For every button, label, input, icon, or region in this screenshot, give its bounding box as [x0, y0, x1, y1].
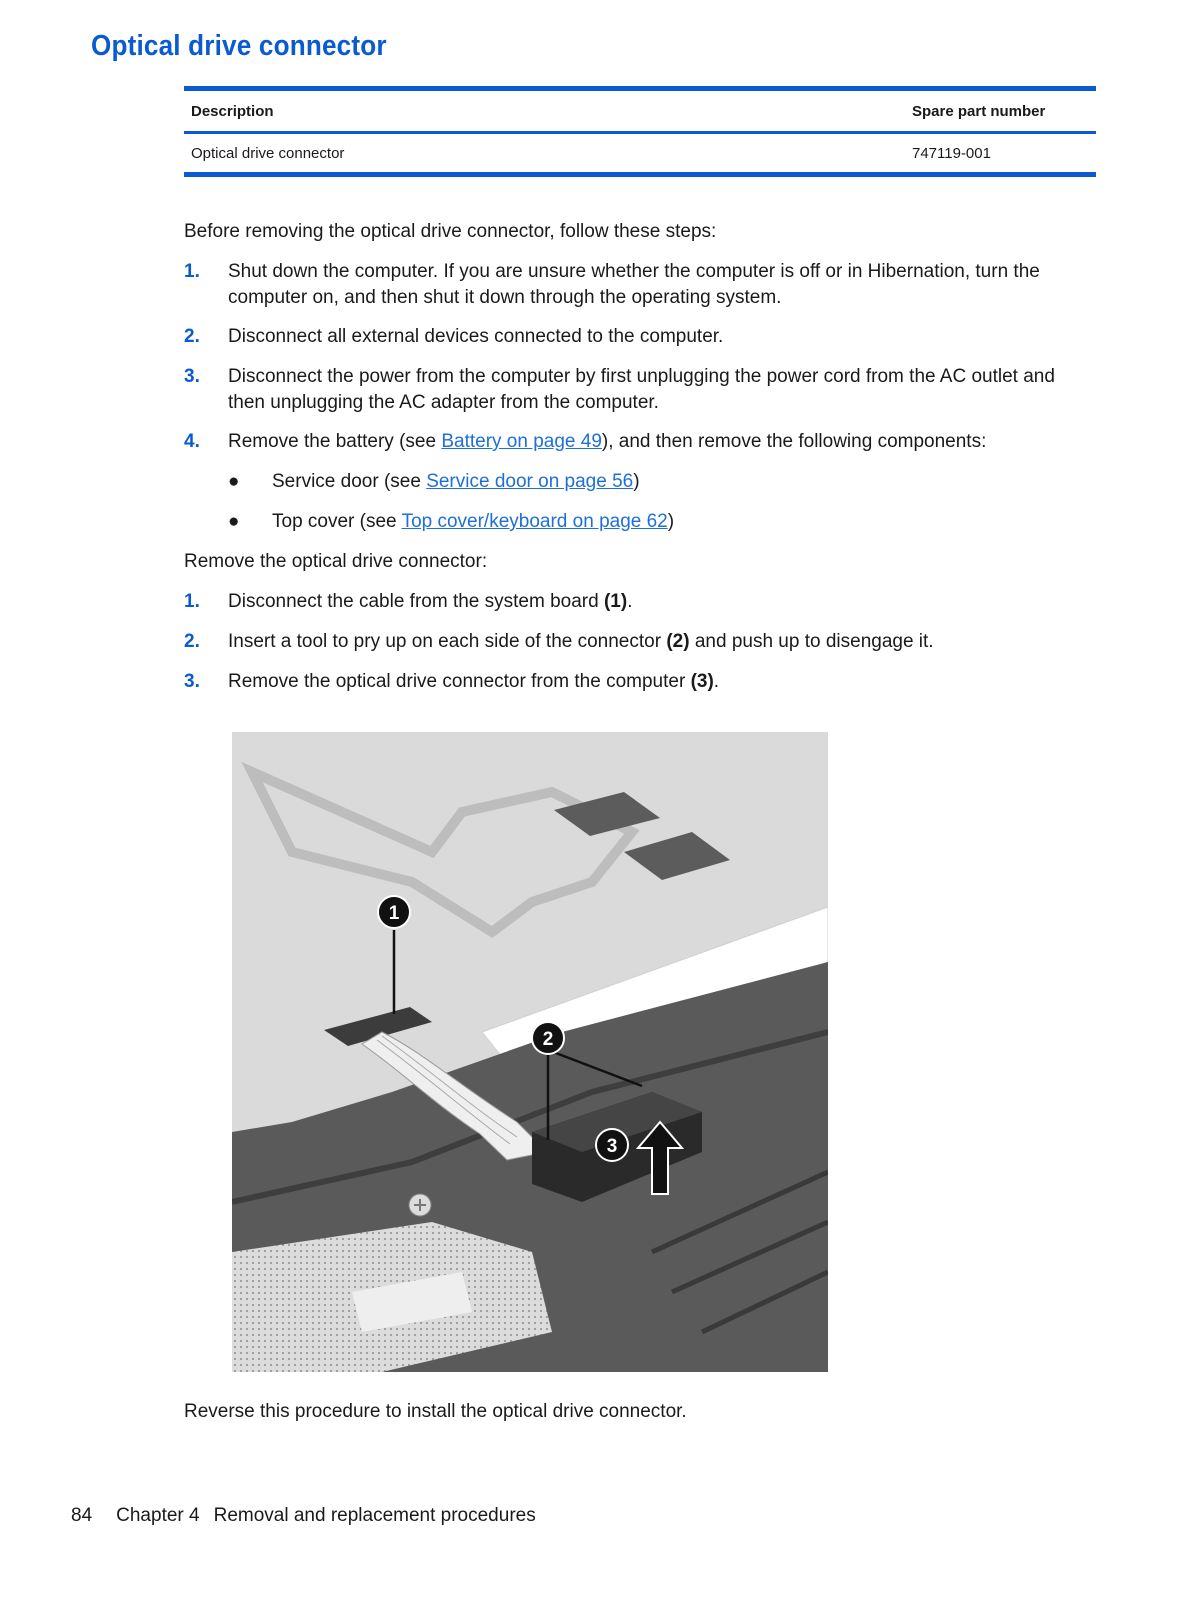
bullet-text-pre: Top cover (see: [272, 511, 402, 532]
step-text: Disconnect the power from the computer by first unplugging the power cord from the AC outlet and then unplugging the AC adapter from the computer.: [228, 366, 1055, 413]
callout-3: [596, 1129, 628, 1161]
bullet-text: [272, 509, 674, 535]
callout-label: 2: [542, 1029, 554, 1050]
step-text-post: .: [627, 591, 633, 612]
step-text-post: ), and then remove the following components:: [601, 431, 987, 452]
callout-label: 1: [388, 903, 400, 924]
step-text: [228, 669, 1064, 695]
step-text: [228, 629, 1064, 655]
cell-part-number: 747119-001: [912, 144, 991, 162]
step-number: 3.: [184, 366, 200, 387]
page-footer: [71, 1505, 536, 1527]
bullet-text-post: ): [667, 511, 675, 532]
header-description: Description: [191, 102, 274, 120]
step-text: Disconnect all external devices connected to the computer.: [228, 326, 724, 347]
bullet-text-pre: Service door (see: [272, 471, 427, 492]
page-number: 84: [71, 1505, 93, 1526]
callout-ref: (2): [666, 631, 690, 652]
spare-parts-table: [184, 86, 1096, 177]
link-battery[interactable]: Battery on page 49: [441, 431, 602, 452]
callout-ref: (3): [690, 671, 714, 692]
link-service-door[interactable]: Service door on page 56: [426, 471, 634, 492]
table-row: [184, 133, 1096, 175]
optical-drive-connector-illustration: [232, 732, 828, 1372]
reverse-procedure-text: Reverse this procedure to install the optical drive connector.: [184, 1401, 687, 1422]
header-spare-part-number: Spare part number: [912, 102, 1046, 120]
step-text-post: and push up to disengage it.: [689, 631, 934, 652]
chapter-title: Removal and replacement procedures: [213, 1505, 536, 1526]
callout-2: [532, 1022, 564, 1054]
callout-label: 3: [606, 1136, 618, 1157]
step-number: 4.: [184, 431, 200, 452]
bullet-dot: ●: [228, 471, 240, 492]
table-header-row: [184, 89, 1096, 133]
step-text-pre: Remove the optical drive connector from the computer: [228, 671, 691, 692]
callout-1: [378, 896, 410, 928]
page-title: Optical drive connector: [91, 30, 387, 62]
step-number: 1.: [184, 261, 200, 282]
remove-intro: Remove the optical drive connector:: [184, 551, 488, 572]
step-text-post: .: [713, 671, 720, 692]
chapter-label: Chapter 4: [116, 1505, 200, 1526]
step-number: 2.: [184, 326, 200, 347]
bullet-text-post: ): [633, 471, 640, 492]
callout-ref: (1): [603, 591, 628, 612]
bullet-text: [272, 469, 640, 495]
cell-description: Optical drive connector: [191, 144, 345, 162]
link-top-cover-keyboard[interactable]: Top cover/keyboard on page 62: [401, 511, 668, 532]
step-number: 3.: [184, 671, 200, 692]
step-text-pre: Disconnect the cable from the system board: [228, 591, 604, 612]
step-text: [228, 589, 1064, 615]
step-text: Shut down the computer. If you are unsure whether the computer is off or in Hibernation, turn the computer on, and then shut it down through the operating system.: [228, 261, 1040, 308]
before-intro: Before removing the optical drive connector, follow these steps:: [184, 221, 717, 242]
bullet-dot: ●: [228, 511, 240, 532]
step-text: [228, 429, 1064, 455]
step-text-pre: Remove the battery (see: [228, 431, 442, 452]
step-text-pre: Insert a tool to pry up on each side of the connector: [228, 631, 667, 652]
step-number: 2.: [184, 631, 200, 652]
step-number: 1.: [184, 591, 200, 612]
